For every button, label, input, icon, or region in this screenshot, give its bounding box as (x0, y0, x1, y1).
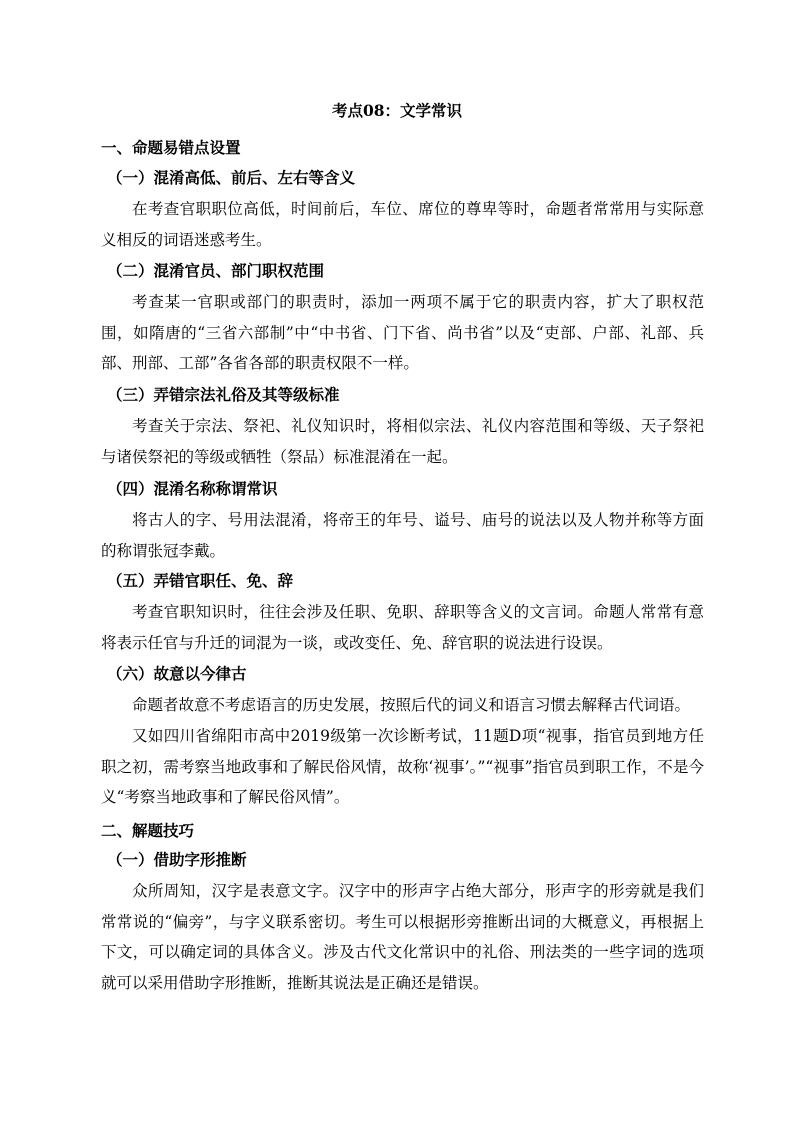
paragraph: 考查关于宗法、祭祀、礼仪知识时，将相似宗法、礼仪内容范围和等级、天子祭祀与诸侯祭祀的等级或牺牲（祭品）标准混淆在一起。 (101, 417, 704, 466)
paragraph: 众所周知，汉字是表意文字。汉字中的形声字占绝大部分，形声字的形旁就是我们常常说的“偏旁”，与字义联系密切。考生可以根据形旁推断出词的大概意义，再根据上下文，可以确定词的具体含义。涉及古代文化常识中的礼俗、刑法类的一些字词的选项就可以采用借助字形推断，推断其说法是正确还是错误。 (101, 882, 704, 992)
subheading: （三）弄错宗法礼俗及其等级标准 (107, 385, 340, 404)
subheading: （二）混淆官员、部门职权范围 (107, 261, 325, 280)
paragraph: 将古人的字、号用法混淆，将帝王的年号、谥号、庙号的说法以及人物并称等方面的称谓张冠李戴。 (101, 511, 704, 560)
subheading: （四）混淆名称称谓常识 (107, 479, 278, 498)
subheading: （六）故意以今律古 (107, 664, 247, 683)
subheading: （一）借助字形推断 (107, 850, 247, 869)
subheading: （一）混淆高低、前后、左右等含义 (107, 168, 356, 187)
paragraph: 在考查官职职位高低，时间前后，车位、席位的尊卑等时，命题者常常用与实际意义相反的词语迷惑考生。 (101, 200, 704, 249)
subheading: （五）弄错官职任、免、辞 (107, 571, 294, 590)
paragraph: 命题者故意不考虑语言的历史发展，按照后代的词义和语言习惯去解释古代词语。 (132, 696, 691, 714)
paragraph: 考查官职知识时，往往会涉及任职、免职、辞职等含义的文言词。命题人常常有意将表示任官与升迁的词混为一谈，或改变任、免、辞官职的说法进行设误。 (101, 603, 704, 652)
paragraph: 考查某一官职或部门的职责时，添加一两项不属于它的职责内容，扩大了职权范围，如隋唐的“三省六部制”中“中书省、门下省、尚书省”以及“吏部、户部、礼部、兵部、刑部、工部”各省各部的职责权限不一样。 (101, 293, 704, 372)
section-heading: 一、命题易错点设置 (101, 138, 241, 157)
section-heading: 二、解题技巧 (101, 821, 195, 840)
paragraph: 又如四川省绵阳市高中2019级第一次诊断考试，11题D项“视事，指官员到地方任职之初，需考察当地政事和了解民俗风情，故称‘视事’。”“视事”指官员到职工作，不是今义“考察当地政事和了解民俗风情”。 (101, 727, 704, 806)
page-title: 考点08：文学常识 (331, 101, 463, 120)
